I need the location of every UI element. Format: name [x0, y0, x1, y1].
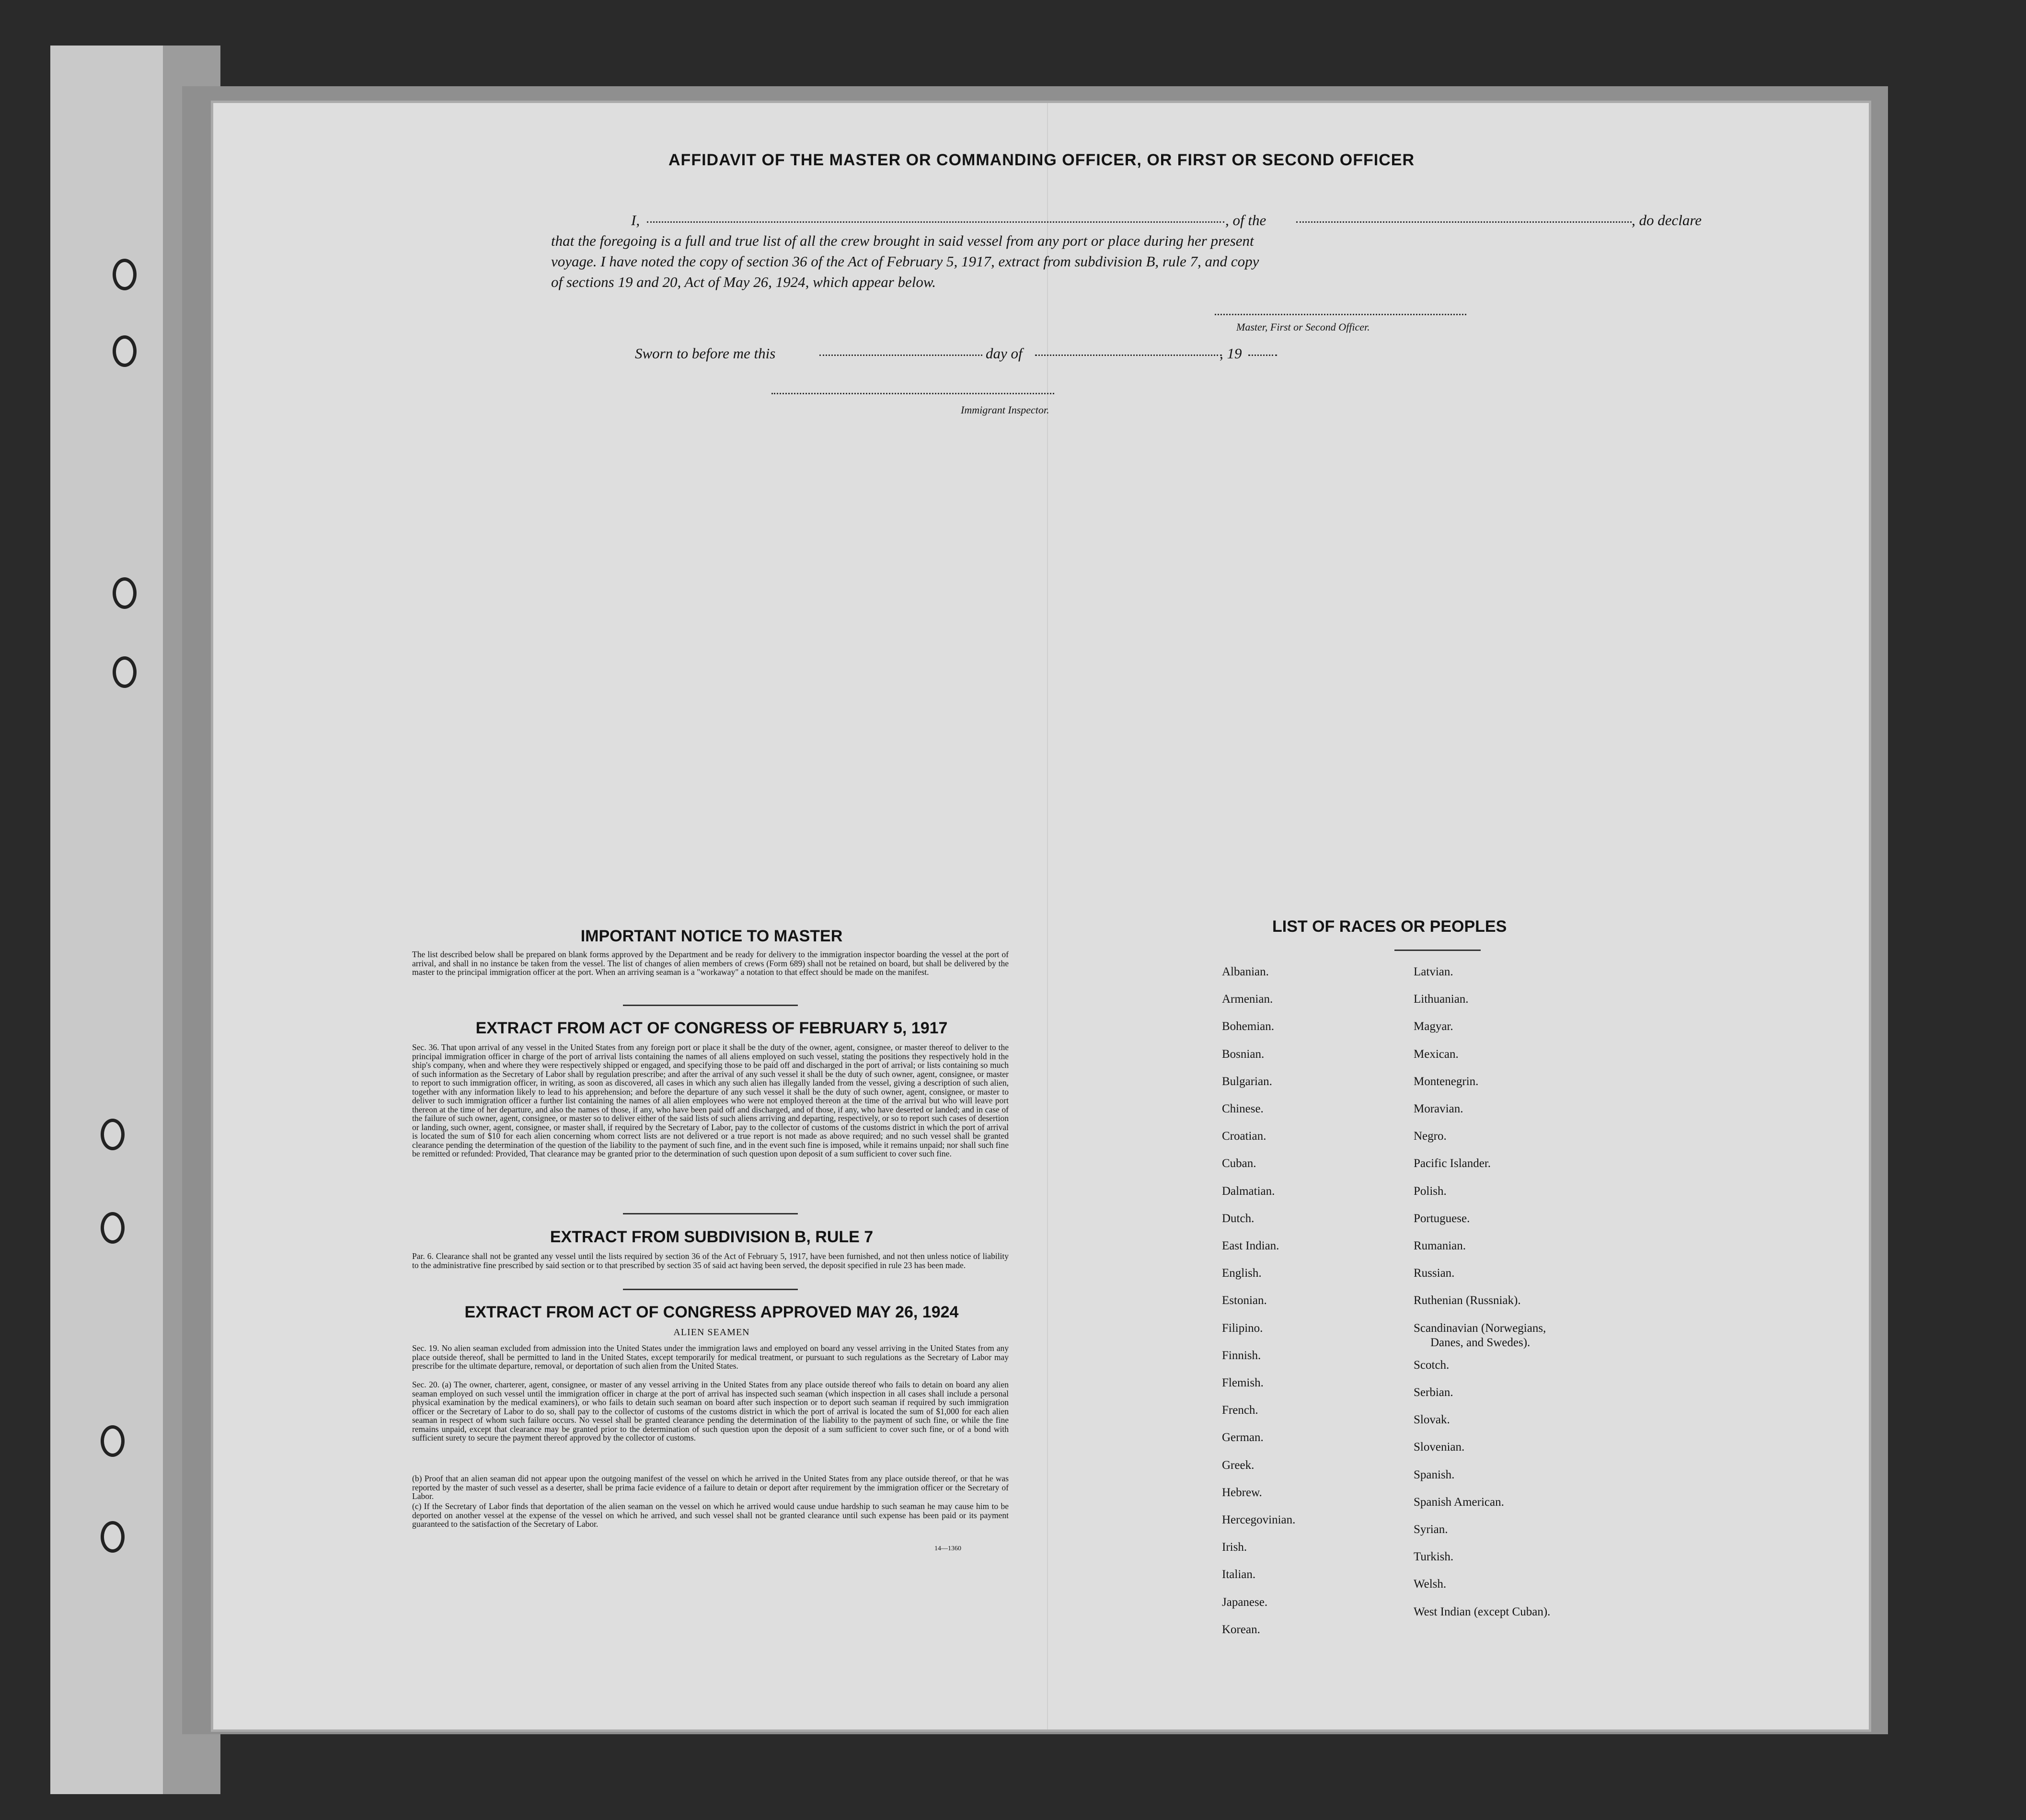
race-item: Hercegovinian. — [1222, 1513, 1296, 1526]
race-item: Croatian. — [1222, 1130, 1266, 1143]
race-item: Albanian. — [1222, 965, 1269, 978]
race-item: Cuban. — [1222, 1157, 1256, 1170]
affidavit-heading: AFFIDAVIT OF THE MASTER OR COMMANDING OFFICER, OR FIRST OR SECOND OFFICER — [668, 151, 1415, 169]
punch-hole — [101, 1119, 125, 1150]
race-item: Rumanian. — [1414, 1239, 1466, 1252]
of-the-label: , of the — [1225, 212, 1266, 229]
divider — [623, 1289, 798, 1290]
race-item: Magyar. — [1414, 1020, 1453, 1033]
races-heading: LIST OF RACES OR PEOPLES — [1272, 917, 1507, 936]
race-item: Pacific Islander. — [1414, 1157, 1491, 1170]
race-item: Danes, and Swedes). — [1430, 1336, 1531, 1349]
punch-hole — [101, 1425, 125, 1457]
extract-rule7-text: Par. 6. Clearance shall not be granted any vessel until the lists required by section 36 of the Act of February 5, 1917, have been furnished, and not then unless notice of liability to the administrative fine prescribed by said section or to that prescribed by section 35 of said act having been served, the deposit specified in rule 23 has been made. — [412, 1251, 1009, 1270]
sworn-day-field[interactable] — [819, 355, 982, 356]
race-item: Chinese. — [1222, 1102, 1264, 1115]
race-item: Estonian. — [1222, 1294, 1267, 1307]
affidavit-line-4: of sections 19 and 20, Act of May 26, 1924, which appear below. — [551, 274, 936, 290]
race-item: Dalmatian. — [1222, 1184, 1275, 1198]
race-item: Slovak. — [1414, 1413, 1450, 1427]
race-item: Slovenian. — [1414, 1441, 1465, 1454]
divider — [623, 1005, 798, 1006]
race-item: Welsh. — [1414, 1578, 1447, 1591]
affidavit-line-3: voyage. I have noted the copy of section 36 of the Act of February 5, 1917, extract from subdivision B, rule 7, and copy — [551, 253, 1259, 270]
divider — [623, 1213, 798, 1214]
race-item: Italian. — [1222, 1568, 1256, 1581]
sec20c-text: (c) If the Secretary of Labor finds that deportation of the alien seaman on the vessel on which he arrived would cause undue hardship to such seaman he may cause him to be deported on another vessel at the expense of the vessel on which he arrived, and such vessel shall not be granted clearance until such expense has been paid or its payment guaranteed to the satisfaction of the Secretary of Labor. — [412, 1501, 1009, 1529]
sec20b-text: (b) Proof that an alien seaman did not appear upon the outgoing manifest of the vessel on which he arrived in the United States from any place outside thereof, or that he was reported by the master of such vessel as a deserter, shall be prima facie evidence of a failure to detain or deport after requirement by the immigration officer or the Secretary of Labor. — [412, 1474, 1009, 1501]
punch-hole — [113, 656, 137, 688]
alien-seamen-subheading: ALIEN SEAMEN — [673, 1327, 750, 1338]
race-item: Serbian. — [1414, 1386, 1453, 1399]
race-item: Japanese. — [1222, 1595, 1268, 1609]
race-item: Moravian. — [1414, 1102, 1463, 1115]
punch-hole — [101, 1212, 125, 1244]
race-item: Scotch. — [1414, 1358, 1450, 1372]
race-item: Portuguese. — [1414, 1212, 1470, 1225]
day-of-label: day of — [986, 345, 1023, 362]
sec20a-text: Sec. 20. (a) The owner, charterer, agent, consignee, or master of any vessel arriving in the United States from any place outside thereof who fails to detain on board any alien seaman employed on such vessel until the immigration officer in charge at the port of arrival has inspected such seaman (which inspection in all cases shall include a personal physical examination by the medical examiners), or who fails to detain such seaman on board after such inspection or to deport such seaman if required by such immigration officer or the Secretary of Labor to do so, shall pay to the collector of customs of the customs district in which the port of arrival is located the sum of $1,000 for each alien seaman in respect of whom such failure occurs. No vessel shall be granted clearance pending the determination of the liability to the payment of such fine, or while the fine remains unpaid, except that clearance may be granted prior to the determination of such question upon the deposit of a sum sufficient to cover such fine, or of a bond with sufficient surety to secure the payment thereof approved by the collector of customs. — [412, 1380, 1009, 1442]
sworn-year-field[interactable] — [1248, 355, 1277, 356]
race-item: Flemish. — [1222, 1376, 1264, 1389]
master-name-field[interactable] — [647, 221, 1224, 223]
race-item: Bohemian. — [1222, 1020, 1275, 1033]
sworn-label: Sworn to before me this — [635, 345, 776, 362]
race-item: Polish. — [1414, 1184, 1447, 1198]
extract-1924-heading: EXTRACT FROM ACT OF CONGRESS APPROVED MAY 26, 1924 — [464, 1303, 959, 1321]
race-item: Hebrew. — [1222, 1486, 1262, 1499]
notice-heading: IMPORTANT NOTICE TO MASTER — [580, 927, 843, 945]
race-item: East Indian. — [1222, 1239, 1279, 1252]
sworn-month-field[interactable] — [1035, 355, 1222, 356]
race-item: Irish. — [1222, 1541, 1247, 1554]
race-item: Korean. — [1222, 1623, 1260, 1636]
race-item: Latvian. — [1414, 965, 1453, 978]
race-item: French. — [1222, 1404, 1258, 1417]
punch-hole — [113, 577, 137, 609]
race-item: Lithuanian. — [1414, 993, 1469, 1006]
race-item: Dutch. — [1222, 1212, 1255, 1225]
race-item: Bosnian. — [1222, 1047, 1265, 1061]
race-item: Spanish American. — [1414, 1495, 1504, 1509]
affidavit-i-label: I, — [631, 212, 640, 229]
race-item: Ruthenian (Russniak). — [1414, 1294, 1521, 1307]
inspector-caption: Immigrant Inspector. — [961, 404, 1049, 416]
race-item: English. — [1222, 1267, 1262, 1280]
form-number: 14—1360 — [934, 1545, 961, 1552]
race-item: Scandinavian (Norwegians, — [1414, 1321, 1546, 1335]
race-item: Armenian. — [1222, 993, 1273, 1006]
race-item: West Indian (except Cuban). — [1414, 1605, 1551, 1618]
race-item: Greek. — [1222, 1458, 1255, 1472]
fold-line — [1047, 103, 1048, 1729]
vessel-name-field[interactable] — [1296, 221, 1632, 223]
extract-rule7-heading: EXTRACT FROM SUBDIVISION B, RULE 7 — [550, 1228, 874, 1246]
inspector-signature-field[interactable] — [771, 393, 1054, 394]
race-item: Mexican. — [1414, 1047, 1459, 1061]
race-item: Turkish. — [1414, 1550, 1454, 1564]
race-item: Finnish. — [1222, 1349, 1261, 1362]
race-item: Bulgarian. — [1222, 1075, 1272, 1088]
sec19-text: Sec. 19. No alien seaman excluded from admission into the United States under the immigration laws and employed on board any vessel arriving in the United States from any place outside thereof, shall be permitted to land in the United States, except temporarily for medical treatment, or pursuant to such regulations as the Secretary of Labor may prescribe for the ultimate departure, removal, or deportation of such alien from the United States. — [412, 1343, 1009, 1371]
document-page — [213, 103, 1869, 1729]
punch-hole — [113, 335, 137, 367]
race-item: Montenegrin. — [1414, 1075, 1479, 1088]
do-declare-label: , do declare — [1632, 212, 1702, 229]
master-signature-field[interactable] — [1215, 314, 1466, 315]
affidavit-line-2: that the foregoing is a full and true list of all the crew brought in said vessel from any port or place during her present — [551, 232, 1254, 249]
divider — [1394, 950, 1481, 951]
race-item: German. — [1222, 1431, 1264, 1444]
race-item: Syrian. — [1414, 1523, 1448, 1536]
extract-1917-heading: EXTRACT FROM ACT OF CONGRESS OF FEBRUARY 5, 1917 — [475, 1019, 948, 1037]
notice-text: The list described below shall be prepared on blank forms approved by the Department and be ready for delivery to the immigration inspector boarding the vessel at the port of arrival, and shall in no instance be taken from the vessel. The list of changes of alien members of crews (Form 689) shall not be retained on board, but shall be delivered by the master to the principal immigration officer at the port. When an arriving seaman is a "workaway" a notation to that effect should be made on the manifest. — [412, 950, 1009, 977]
master-signature-caption: Master, First or Second Officer. — [1236, 321, 1370, 333]
race-item: Filipino. — [1222, 1321, 1263, 1335]
race-item: Spanish. — [1414, 1468, 1455, 1481]
race-item: Negro. — [1414, 1130, 1447, 1143]
year-label: , 19 — [1220, 345, 1242, 362]
punch-hole — [113, 259, 137, 290]
punch-hole — [101, 1521, 125, 1553]
extract-1917-text: Sec. 36. That upon arrival of any vessel in the United States from any foreign port or place it shall be the duty of the owner, agent, consignee, or master thereof to deliver to the principal immigration officer in charge of the port of arrival lists containing the names of all aliens employed on such vessel, stating the positions they respectively hold in the ship's company, when and where they were respectively shipped or engaged, and specifying those to be paid off and discharged in the port of arrival; or lists containing so much of such information as the Secretary of Labor shall by regulation prescribe; and after the arrival of any such vessel it shall be the duty of such owner, agent, consignee, or master to report to such immigration officer, in writing, as soon as discovered, all cases in which any such alien has illegally landed from the vessel, giving a description of such alien, together with any information likely to lead to his apprehension; and before the departure of any such vessel it shall be the duty of such owner, agent, consignee, or master to deliver to such immigration officer a further list containing the names of all alien employees who were not employed thereon at the time of the arrival but who will leave port thereon at the time of her departure, and also the names of those, if any, who have been paid off and discharged, and of those, if any, who have deserted or landed; and in case of the failure of such owner, agent, consignee, or master so to deliver either of the said lists of such aliens arriving and departing, respectively, or so to report such cases of desertion or landing, such owner, agent, consignee, or master shall, if required by the Secretary of Labor, pay to the collector of customs of the customs district in which the port of arrival is located the sum of $10 for each alien concerning whom correct lists are not delivered or a true report is not made as above required; and no such vessel shall be granted clearance pending the determination of the question of the liability to the payment of such fine, and in the event such fine is imposed, while it remains unpaid; nor shall such fine be remitted or refunded: Provided, That clearance may be granted prior to the determination of such question upon deposit of a sum sufficient to cover such fine. — [412, 1042, 1009, 1158]
race-item: Russian. — [1414, 1267, 1455, 1280]
